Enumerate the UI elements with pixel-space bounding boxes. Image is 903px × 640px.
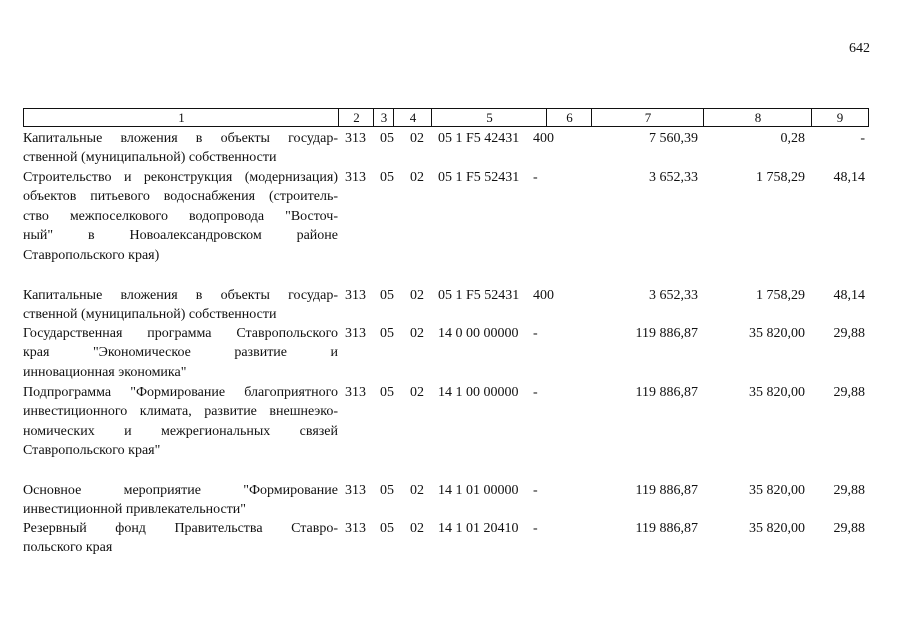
cell-c8: 0,28: [780, 131, 805, 146]
cell-c6: -: [533, 483, 538, 498]
header-cell: 5: [431, 108, 547, 127]
description-line: Капитальные вложения в объекты государ-: [23, 131, 338, 146]
cell-c7: 119 886,87: [635, 326, 698, 341]
description-line: инвестиционной привлекательности": [23, 502, 246, 518]
header-cell: 9: [811, 108, 869, 127]
cell-c4: 02: [410, 385, 424, 400]
cell-c6: 400: [533, 131, 554, 146]
header-cell: 1: [23, 108, 339, 127]
cell-c7: 119 886,87: [635, 521, 698, 536]
cell-c7: 119 886,87: [635, 483, 698, 498]
cell-c8: 35 820,00: [749, 326, 805, 341]
header-cell: 2: [338, 108, 374, 127]
cell-c4: 02: [410, 131, 424, 146]
cell-c5: 14 0 00 00000: [438, 326, 519, 341]
cell-c9: 48,14: [833, 288, 865, 303]
cell-c7: 3 652,33: [649, 170, 698, 185]
description-line: инновационная экономика": [23, 364, 187, 380]
cell-c8: 35 820,00: [749, 483, 805, 498]
cell-c8: 1 758,29: [756, 288, 805, 303]
description-line: Капитальные вложения в объекты государ-: [23, 288, 338, 303]
cell-c5: 05 1 F5 52431: [438, 288, 520, 303]
description-line: Ставропольского края): [23, 247, 160, 263]
description-line: ственной (муниципальной) собственности: [23, 150, 277, 166]
cell-c3: 05: [380, 521, 394, 536]
cell-c9: 29,88: [833, 483, 865, 498]
header-cell: 4: [393, 108, 432, 127]
description-line: Основное мероприятие "Формирование: [23, 483, 338, 498]
cell-c9: 48,14: [833, 170, 865, 185]
header-cell: 8: [703, 108, 812, 127]
cell-c5: 05 1 F5 42431: [438, 131, 520, 146]
description-line: объектов питьевого водоснабжения (строитель-: [23, 189, 338, 205]
cell-c3: 05: [380, 131, 394, 146]
row-description: [23, 324, 338, 382]
description-line: Строительство и реконструкция (модернизация): [23, 170, 338, 185]
description-line: ный" в Новоалександровском районе: [23, 228, 338, 244]
cell-c3: 05: [380, 385, 394, 400]
cell-c9: 29,88: [833, 326, 865, 341]
cell-c3: 05: [380, 170, 394, 185]
description-line: номических и межрегиональных связей: [23, 423, 338, 439]
cell-c4: 02: [410, 288, 424, 303]
cell-c6: -: [533, 326, 538, 341]
cell-c6: -: [533, 385, 538, 400]
cell-c2: 313: [345, 326, 366, 341]
row-description: [23, 383, 338, 461]
description-line: ство межпоселкового водопровода "Восточ-: [23, 208, 338, 224]
row-description: [23, 519, 338, 558]
cell-c2: 313: [345, 288, 366, 303]
cell-c5: 14 1 01 00000: [438, 483, 519, 498]
cell-c3: 05: [380, 288, 394, 303]
row-description: [23, 481, 338, 520]
cell-c7: 119 886,87: [635, 385, 698, 400]
cell-c8: 35 820,00: [749, 385, 805, 400]
description-line: Резервный фонд Правительства Ставро-: [23, 521, 338, 536]
cell-c5: 14 1 00 00000: [438, 385, 519, 400]
cell-c8: 1 758,29: [756, 170, 805, 185]
page-number: 642: [849, 41, 870, 56]
description-line: польского края: [23, 540, 113, 556]
header-cell: 3: [373, 108, 394, 127]
description-line: Ставропольского края": [23, 443, 161, 459]
cell-c6: -: [533, 521, 538, 536]
cell-c9: -: [860, 131, 865, 146]
cell-c2: 313: [345, 483, 366, 498]
cell-c9: 29,88: [833, 521, 865, 536]
cell-c4: 02: [410, 483, 424, 498]
cell-c3: 05: [380, 483, 394, 498]
description-line: Государственная программа Ставропольского: [23, 326, 338, 341]
cell-c8: 35 820,00: [749, 521, 805, 536]
cell-c5: 14 1 01 20410: [438, 521, 519, 536]
cell-c2: 313: [345, 385, 366, 400]
cell-c2: 313: [345, 521, 366, 536]
cell-c7: 7 560,39: [649, 131, 698, 146]
row-description: [23, 168, 338, 265]
cell-c2: 313: [345, 131, 366, 146]
description-line: Подпрограмма "Формирование благоприятного: [23, 385, 338, 400]
cell-c7: 3 652,33: [649, 288, 698, 303]
description-line: инвестиционного климата, развитие внешнеэко-: [23, 404, 338, 420]
cell-c9: 29,88: [833, 385, 865, 400]
cell-c4: 02: [410, 521, 424, 536]
cell-c6: 400: [533, 288, 554, 303]
header-cell: 7: [591, 108, 704, 127]
description-line: ственной (муниципальной) собственности: [23, 307, 277, 323]
description-line: края "Экономическое развитие и: [23, 345, 338, 361]
cell-c4: 02: [410, 326, 424, 341]
row-description: [23, 129, 338, 168]
cell-c3: 05: [380, 326, 394, 341]
cell-c2: 313: [345, 170, 366, 185]
row-description: [23, 286, 338, 325]
cell-c4: 02: [410, 170, 424, 185]
header-cell: 6: [546, 108, 592, 127]
cell-c6: -: [533, 170, 538, 185]
cell-c5: 05 1 F5 52431: [438, 170, 520, 185]
